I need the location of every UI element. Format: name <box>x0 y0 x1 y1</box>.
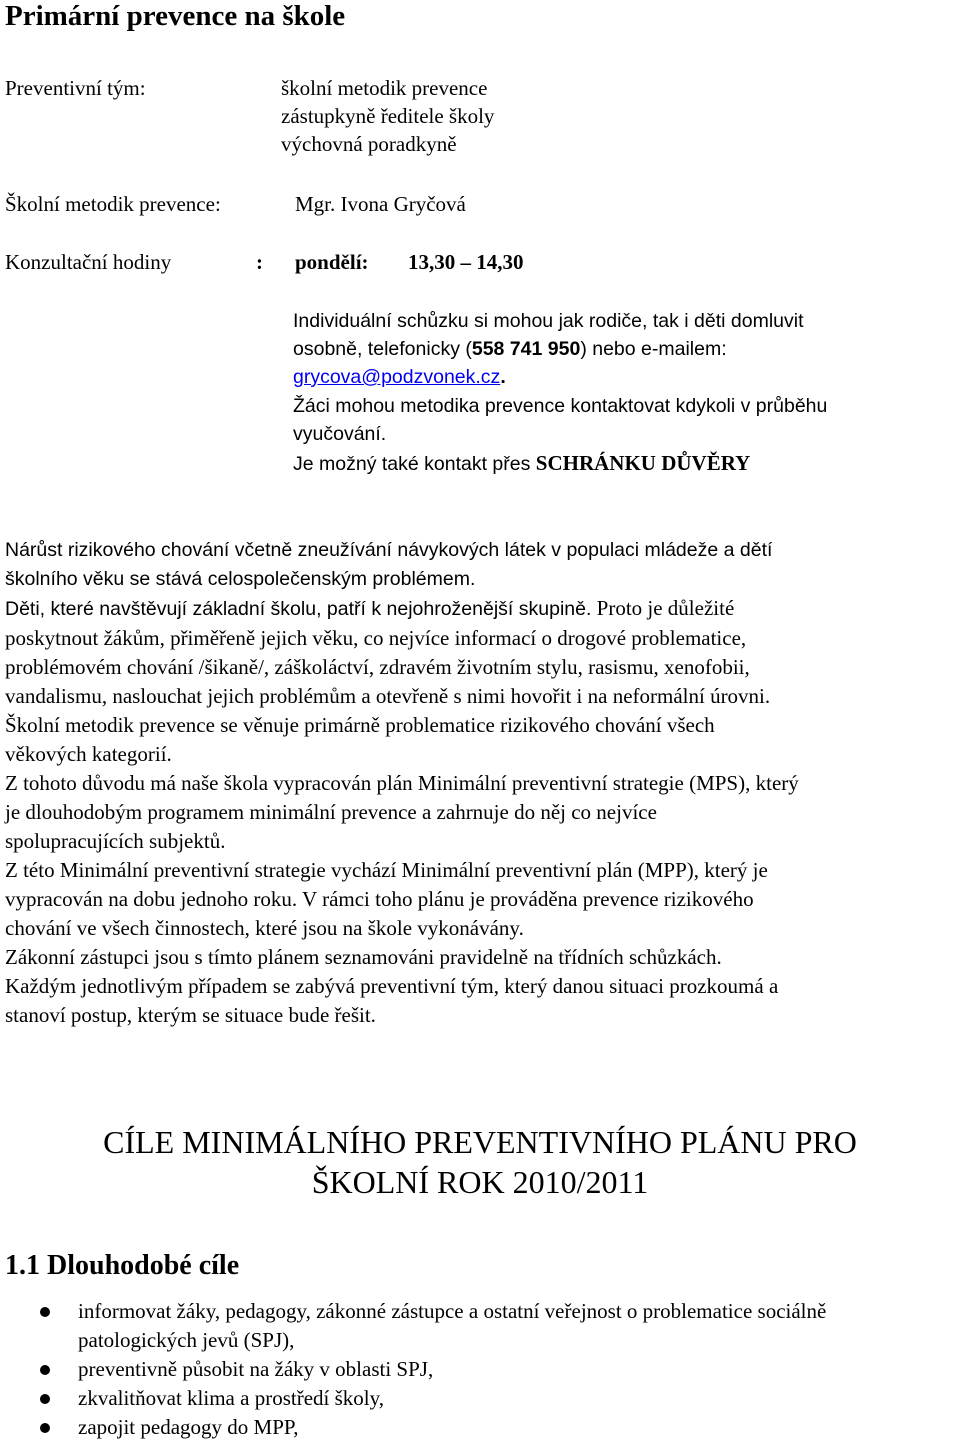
methodologist-name: Mgr. Ivona Gryčová <box>295 192 466 216</box>
team-member: školní metodik prevence <box>281 76 488 100</box>
team-member: výchovná poradkyně <box>281 132 457 156</box>
trust-box-line: Je možný také kontakt přes SCHRÁNKU DŮVĚRY <box>293 451 751 475</box>
list-item: zapojit pedagogy do MPP, <box>40 1413 940 1442</box>
bullet-icon <box>40 1307 50 1317</box>
email-link[interactable]: grycova@podzvonek.cz <box>293 366 501 388</box>
consult-colon: : <box>256 250 263 274</box>
consult-time: 13,30 – 14,30 <box>408 250 524 274</box>
bullet-icon <box>40 1365 50 1375</box>
list-item: zkvalitňovat klima a prostředí školy, <box>40 1384 940 1413</box>
phone-number: 558 741 950 <box>471 338 581 360</box>
list-item: informovat žáky, pedagogy, zákonné zástupce a ostatní veřejnost o problematice sociálně patologických jevů (SPJ), <box>40 1297 940 1355</box>
pupils-contact-line: vyučování. <box>293 423 387 445</box>
consult-day: pondělí: <box>295 250 369 274</box>
section-heading: 1.1 Dlouhodobé cíle <box>5 1250 240 1281</box>
pupils-contact-line: Žáci mohou metodika prevence kontaktovat kdykoli v průběhu <box>293 395 828 417</box>
consult-info-line: Individuální schůzku si mohou jak rodiče, tak i děti domluvit <box>293 310 804 332</box>
consult-label: Konzultační hodiny <box>5 250 172 274</box>
trust-box-label: SCHRÁNKU DŮVĚRY <box>535 451 751 475</box>
team-member: zástupkyně ředitele školy <box>281 104 495 128</box>
bullet-icon <box>40 1423 50 1433</box>
bullet-icon <box>40 1394 50 1404</box>
goals-list <box>40 1297 940 1442</box>
methodologist-label: Školní metodik prevence: <box>5 192 221 216</box>
goals-title: CÍLE MINIMÁLNÍHO PREVENTIVNÍHO PLÁNU PRO ŠKOLNÍ ROK 2010/2011 <box>103 1124 857 1200</box>
main-paragraph: Nárůst rizikového chování včetně zneužívání návykových látek v populaci mládeže a dětí školního věku se stává celospolečenským problémem. Děti, které navštěvují základní školu, patří k nejohroženější skupině. Proto je důležité poskytnout žákům, přiměřeně jejich věku, co nejvíce informací o drogové problematice, problémovém chování /šikaně/, záškoláctví, zdravém životním stylu, rasismu, xenofobii, vandalismu, naslouchat jejich problémům a otevřeně s nimi hovořit i na neformální úrovni. Školní metodik prevence se věnuje primárně problematice rizikového chování všech věkových kategorií. Z tohoto důvodu má naše škola vypracován plán Minimální preventivní strategie (MPS), který je dlouhodobým programem minimální prevence a zahrnuje do něj co nejvíce spolupracujících subjektů. Z této Minimální preventivní strategie vychází Minimální preventivní plán (MPP), který je vypracován na dobu jednoho roku. V rámci toho plánu je prováděna prevence rizikového chování ve všech činnostech, které jsou na škole vykonávány. Zákonní zástupci jsou s tímto plánem seznamováni pravidelně na třídních schůzkách. Každým jednotlivým případem se zabývá preventivní tým, který danou situaci prozkoumá a stanoví postup, kterým se situace bude řešit. <box>5 539 799 1027</box>
page-title: Primární prevence na škole <box>5 0 346 32</box>
list-item: preventivně působit na žáky v oblasti SPJ, <box>40 1355 940 1384</box>
team-label: Preventivní tým: <box>5 76 146 100</box>
email-line: grycova@podzvonek.cz. <box>293 366 506 388</box>
consult-info-line: osobně, telefonicky (558 741 950) nebo e-mailem: <box>293 338 727 360</box>
